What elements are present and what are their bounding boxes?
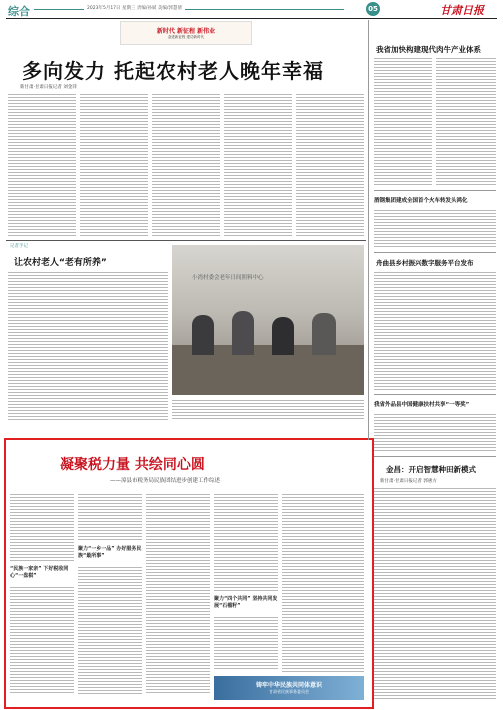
tax-headline: 凝聚税力量 共绘同心圆 [60, 457, 205, 473]
main-col-1 [8, 92, 76, 237]
banner-text: 新时代 新征程 新伟业 [156, 28, 216, 35]
tax-col-4 [214, 492, 278, 592]
tax-col-1b [10, 585, 74, 695]
sidebar-bottom-headline: 金昌：开启智慧种田新模式 [386, 465, 476, 474]
photo-person-3 [272, 317, 294, 355]
feature-text [8, 270, 168, 420]
photo-caption [172, 398, 364, 420]
main-byline: 新甘肃·甘肃日报记者 刘金萍 [20, 85, 77, 90]
paper-logo: 甘肃日报 [440, 4, 484, 17]
sidebar-mid-text [374, 208, 496, 248]
page-number-badge: 05 [366, 2, 380, 16]
tax-sub1: 聚力“一乡一品” 办好服务民族“最所事” [78, 546, 142, 559]
sidebar-top-headline: 我省加快构建现代肉牛产业体系 [376, 45, 481, 54]
main-col-5 [296, 92, 364, 237]
main-headline: 多向发力 托起农村老人晚年幸福 [22, 59, 324, 83]
sidebar-rule-1 [374, 190, 496, 191]
sidebar-rule-2 [374, 252, 496, 253]
date-line: 2023年5月17日 星期三 责编/孙斌 美编/郭慧倩 [84, 5, 185, 11]
photo-person-4 [312, 313, 336, 355]
footer-ad [214, 676, 364, 700]
sidebar-mid-headline: 酒钢集团建成全国首个火车转发头鸿化 [374, 198, 468, 204]
main-col-4 [224, 92, 292, 237]
sidebar-third-text [374, 270, 496, 390]
masthead-rule [34, 9, 344, 10]
feature-tag: 记者手记 [10, 244, 28, 249]
sidebar-fourth-headline: 我省外品县中国健康扶村共享“一等奖” [374, 402, 470, 408]
tax-col-5 [282, 492, 364, 672]
tax-col-1 [10, 492, 74, 562]
feature-headline: 让农村老人“老有所养” [14, 258, 107, 268]
masthead-bottom-rule [6, 18, 497, 19]
sidebar-fourth-text [374, 412, 496, 452]
section-label: 综合 [8, 5, 30, 18]
banner-sub: 奋进新征程 建功新时代 [167, 35, 205, 39]
divider-mid [6, 240, 366, 241]
sidebar-top-text-1 [374, 56, 432, 186]
tax-col-4b [214, 615, 278, 671]
sidebar-third-headline: 舟曲县乡村振兴数字服务平台发布 [376, 259, 474, 267]
photo-person-2 [232, 311, 254, 355]
right-column-divider [368, 20, 369, 440]
tax-sub2: 聚力“四个共同” 坚持共同发展“石榴籽” [214, 596, 278, 609]
main-col-2 [80, 92, 148, 237]
tax-col-2b [78, 565, 142, 695]
tax-col-3 [146, 492, 210, 695]
footer-ad-line1: 铸牢中华民族共同体意识 [255, 682, 322, 689]
sidebar-rule-4 [374, 456, 496, 457]
sidebar-rule-3 [374, 394, 496, 395]
banner [120, 21, 252, 45]
sidebar-bottom-byline: 新甘肃·甘肃日报记者 郭惠方 [380, 479, 437, 484]
tax-sub3: “民族一家亲” 下好税收同心“一盘棋” [10, 566, 69, 579]
main-col-3 [152, 92, 220, 237]
footer-ad-line2: 甘肃省民族事务委员会 [269, 689, 309, 694]
tax-subhead: ——漳县市税务局民族团结进步创建工作综述 [110, 478, 221, 484]
sidebar-bottom-text [374, 486, 496, 700]
sidebar-top-text-2 [436, 56, 496, 186]
photo-wall-sign: 小湾村委会老年日间照料中心 [192, 275, 264, 281]
tax-col-2 [78, 492, 142, 542]
news-photo [172, 245, 364, 395]
photo-person-1 [192, 315, 214, 355]
